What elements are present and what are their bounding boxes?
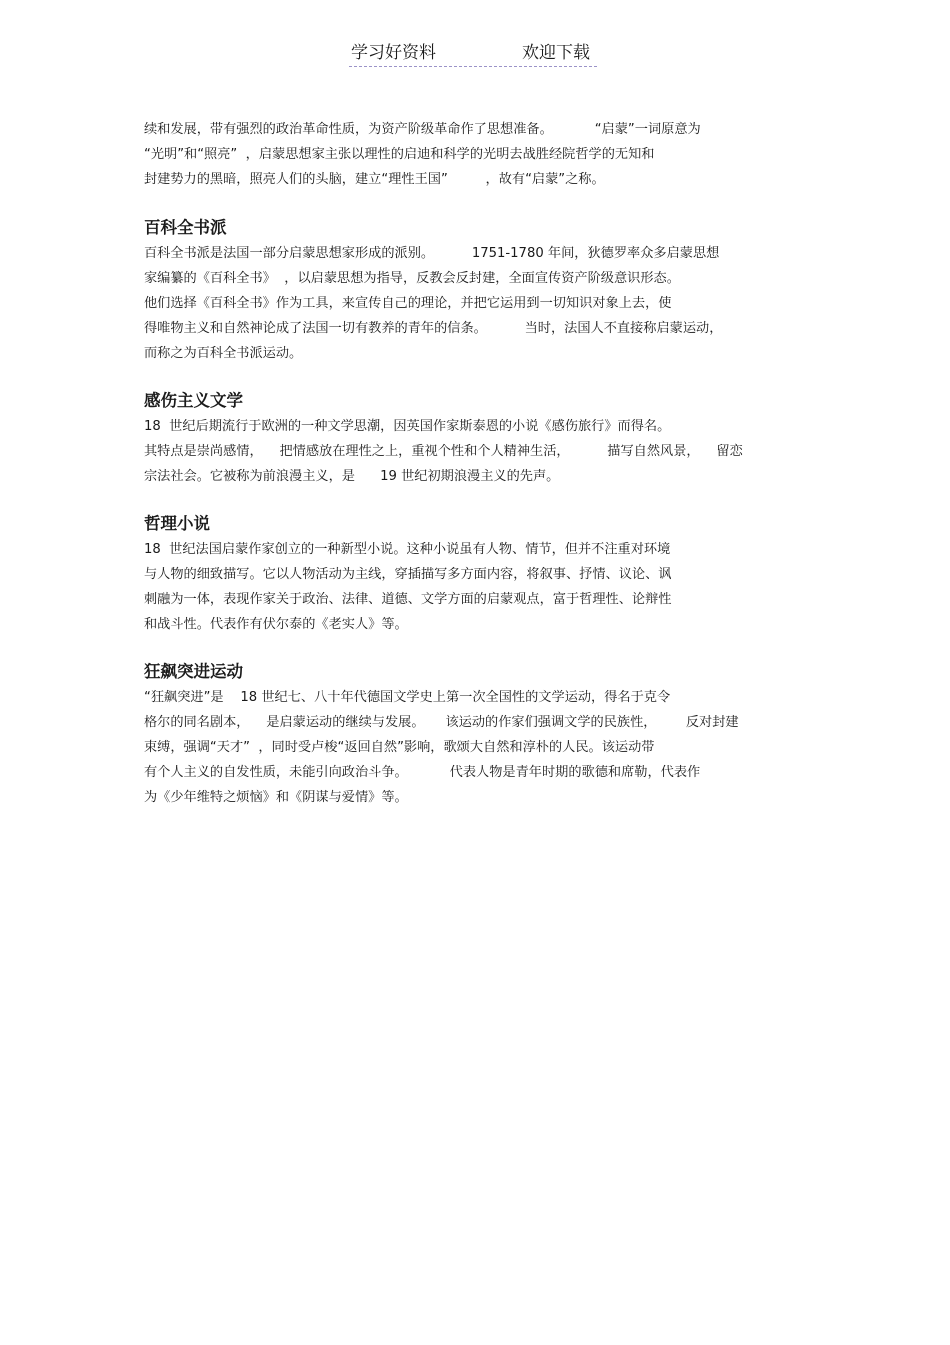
section-title: 百科全书派 [144,218,227,237]
section-title: 感伤主义文学 [144,391,243,410]
section-philosophical-novel [144,511,824,637]
paragraph-line: 有个人主义的自发性质，未能引向政治斗争。 代表人物是青年时期的歌德和席勒，代表作 [144,765,701,780]
paragraph-line: 与人物的细致描写。它以人物活动为主线，穿插描写多方面内容，将叙事、抒情、议论、讽 [144,567,672,582]
paragraph-line: 家编纂的《百科全书》 ，以启蒙思想为指导，反教会反封建，全面宣传资产阶级意识形态。 [144,271,680,286]
paragraph-line: 为《少年维特之烦恼》和《阴谋与爱情》等。 [144,790,408,805]
paragraph-line: 他们选择《百科全书》作为工具，来宣传自己的理论，并把它运用到一切知识对象上去，使 [144,296,672,311]
paragraph-line: 百科全书派是法国一部分启蒙思想家形成的派别。 1751-1780 年间，狄德罗率众多启蒙思想 [144,246,720,261]
paragraph-line: 而称之为百科全书派运动。 [144,346,303,361]
section-sentimentalism [144,388,824,489]
header-right-text: 欢迎下载 [522,43,590,63]
section-title: 哲理小说 [144,514,210,533]
paragraph-line: 束缚，强调“天才” ，同时受卢梭“返回自然”影响，歌颂大自然和淳朴的人民。该运动带 [144,740,655,755]
paragraph-line: 18 世纪后期流行于欧洲的一种文学思潮，因英国作家斯泰恩的小说《感伤旅行》而得名。 [144,419,671,434]
header-left-text: 学习好资料 [351,43,436,63]
paragraph-line: 其特点是崇尚感情， 把情感放在理性之上，重视个性和个人精神生活， 描写自然风景， 留恋 [144,444,743,459]
section-sturm-und-drang [144,659,824,810]
paragraph-line: 格尔的同名剧本， 是启蒙运动的继续与发展。 该运动的作家们强调文学的民族性， 反对封建 [144,715,739,730]
paragraph-line: “狂飙突进”是 18 世纪七、八十年代德国文学史上第一次全国性的文学运动，得名于克令 [144,690,671,705]
document-body [144,117,824,810]
section-title: 狂飙突进运动 [144,662,243,681]
paragraph-line: 和战斗性。代表作有伏尔泰的《老实人》等。 [144,617,408,632]
section-encyclopedists [144,215,824,366]
paragraph-line: 宗法社会。它被称为前浪漫主义，是 19 世纪初期浪漫主义的先声。 [144,469,560,484]
page-header [349,40,597,67]
paragraph-line: 得唯物主义和自然神论成了法国一切有教养的青年的信条。 当时，法国人不直接称启蒙运动， [144,321,723,336]
paragraph-line: 续和发展，带有强烈的政治革命性质，为资产阶级革命作了思想准备。 “启蒙”一词原意为 [144,122,701,137]
paragraph-line: 刺融为一体，表现作家关于政治、法律、道德、文学方面的启蒙观点，富于哲理性、论辩性 [144,592,672,607]
paragraph-line: “光明”和“照亮” ，启蒙思想家主张以理性的启迪和科学的光明去战胜经院哲学的无知和 [144,147,655,162]
paragraph-line: 18 世纪法国启蒙作家创立的一种新型小说。这种小说虽有人物、情节，但并不注重对环境 [144,542,671,557]
paragraph-line: 封建势力的黑暗，照亮人们的头脑，建立“理性王国” ，故有“启蒙”之称。 [144,172,605,187]
intro-paragraph [144,117,824,192]
